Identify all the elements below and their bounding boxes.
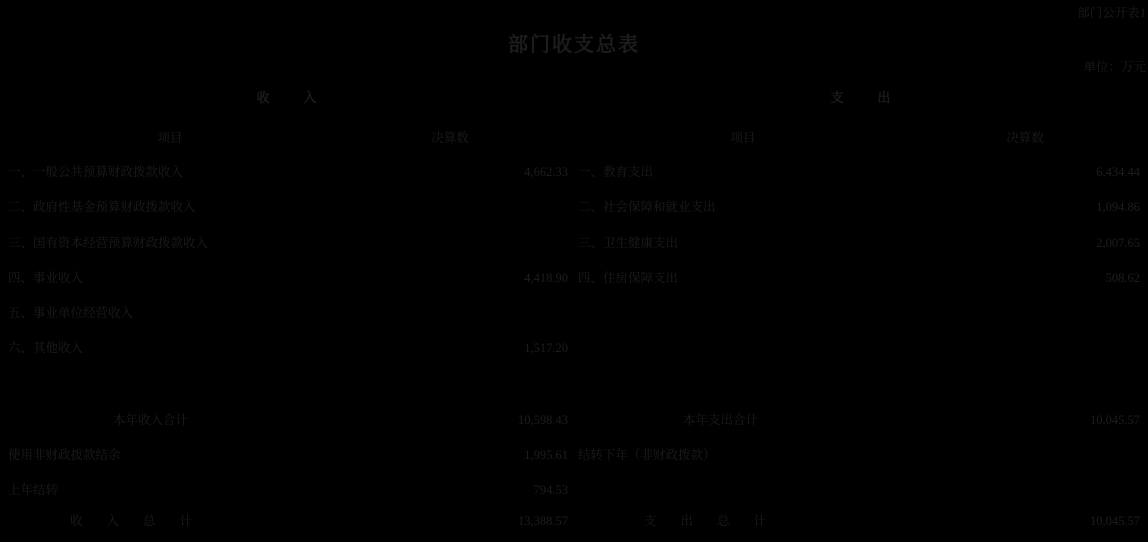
table-row [578,236,1140,251]
table-row [578,200,1140,215]
income-carryover-use-row [8,448,568,463]
income-total-value: 13,388.57 [518,514,568,528]
table-row [8,236,568,251]
expenditure-col-item-header: 项目 [730,131,756,145]
income-prev-year-label: 上年结转 [8,483,59,497]
expenditure-col-amount-header: 决算数 [1006,131,1044,145]
table-row [578,271,1140,286]
table-row [8,306,568,321]
expenditure-subtotal-value: 10,045.57 [1090,413,1140,427]
table-row [8,341,568,356]
expenditure-subtotal-row [578,413,1140,428]
expenditure-total-value: 10,045.57 [1090,514,1140,528]
table-row [8,200,568,215]
expenditure-row-value: 2,007.65 [1096,236,1140,250]
table-row [578,165,1140,180]
income-total-label: 收入总计 [70,514,217,528]
income-row-label: 五、事业单位经营收入 [8,306,134,320]
unit-note: 单位：万元 [1083,60,1146,74]
income-col-amount-header: 决算数 [431,131,469,145]
page-title: 部门收支总表 [508,34,640,56]
expenditure-row-label: 四、住房保障支出 [578,271,679,285]
income-prev-year-row [8,483,568,498]
income-total-row [8,514,568,529]
income-row-value: 4,662.33 [524,165,568,179]
expenditure-carryover-row [578,448,1140,463]
income-row-label: 三、国有资本经营预算财政拨款收入 [8,236,209,250]
expenditure-row-label: 一、教育支出 [578,165,654,179]
expenditure-carryover-label: 结转下年（非财政拨款） [578,448,716,462]
expenditure-row-label: 三、卫生健康支出 [578,236,679,250]
income-row-value: 4,418.90 [524,271,568,285]
income-row-label: 一、一般公共预算财政拨款收入 [8,165,184,179]
expenditure-subtotal-label: 本年支出合计 [683,413,759,427]
table-row [8,165,568,180]
income-section-header: 收入 [256,90,351,105]
expenditure-row-label: 二、社会保障和就业支出 [578,200,716,214]
income-carryover-use-value: 1,995.61 [524,448,568,462]
table-row [8,271,568,286]
income-subtotal-label: 本年收入合计 [113,413,189,427]
income-prev-year-value: 794.53 [533,483,568,497]
income-subtotal-row [8,413,568,428]
income-subtotal-value: 10,598.43 [518,413,568,427]
income-row-label: 六、其他收入 [8,341,84,355]
income-col-item-header: 项目 [157,131,183,145]
income-row-label: 四、事业收入 [8,271,84,285]
income-row-label: 二、政府性基金预算财政拨款收入 [8,200,196,214]
expenditure-section-header: 支出 [830,90,925,105]
expenditure-total-row [578,514,1140,529]
expenditure-row-value: 508.62 [1105,271,1140,285]
income-row-value: 1,517.20 [524,341,568,355]
income-carryover-use-label: 使用非财政拨款结余 [8,448,121,462]
expenditure-row-value: 6,434.44 [1096,165,1140,179]
corner-note: 部门公开表1 [1077,6,1146,20]
expenditure-row-value: 1,094.86 [1096,200,1140,214]
expenditure-total-label: 支出总计 [644,514,791,528]
